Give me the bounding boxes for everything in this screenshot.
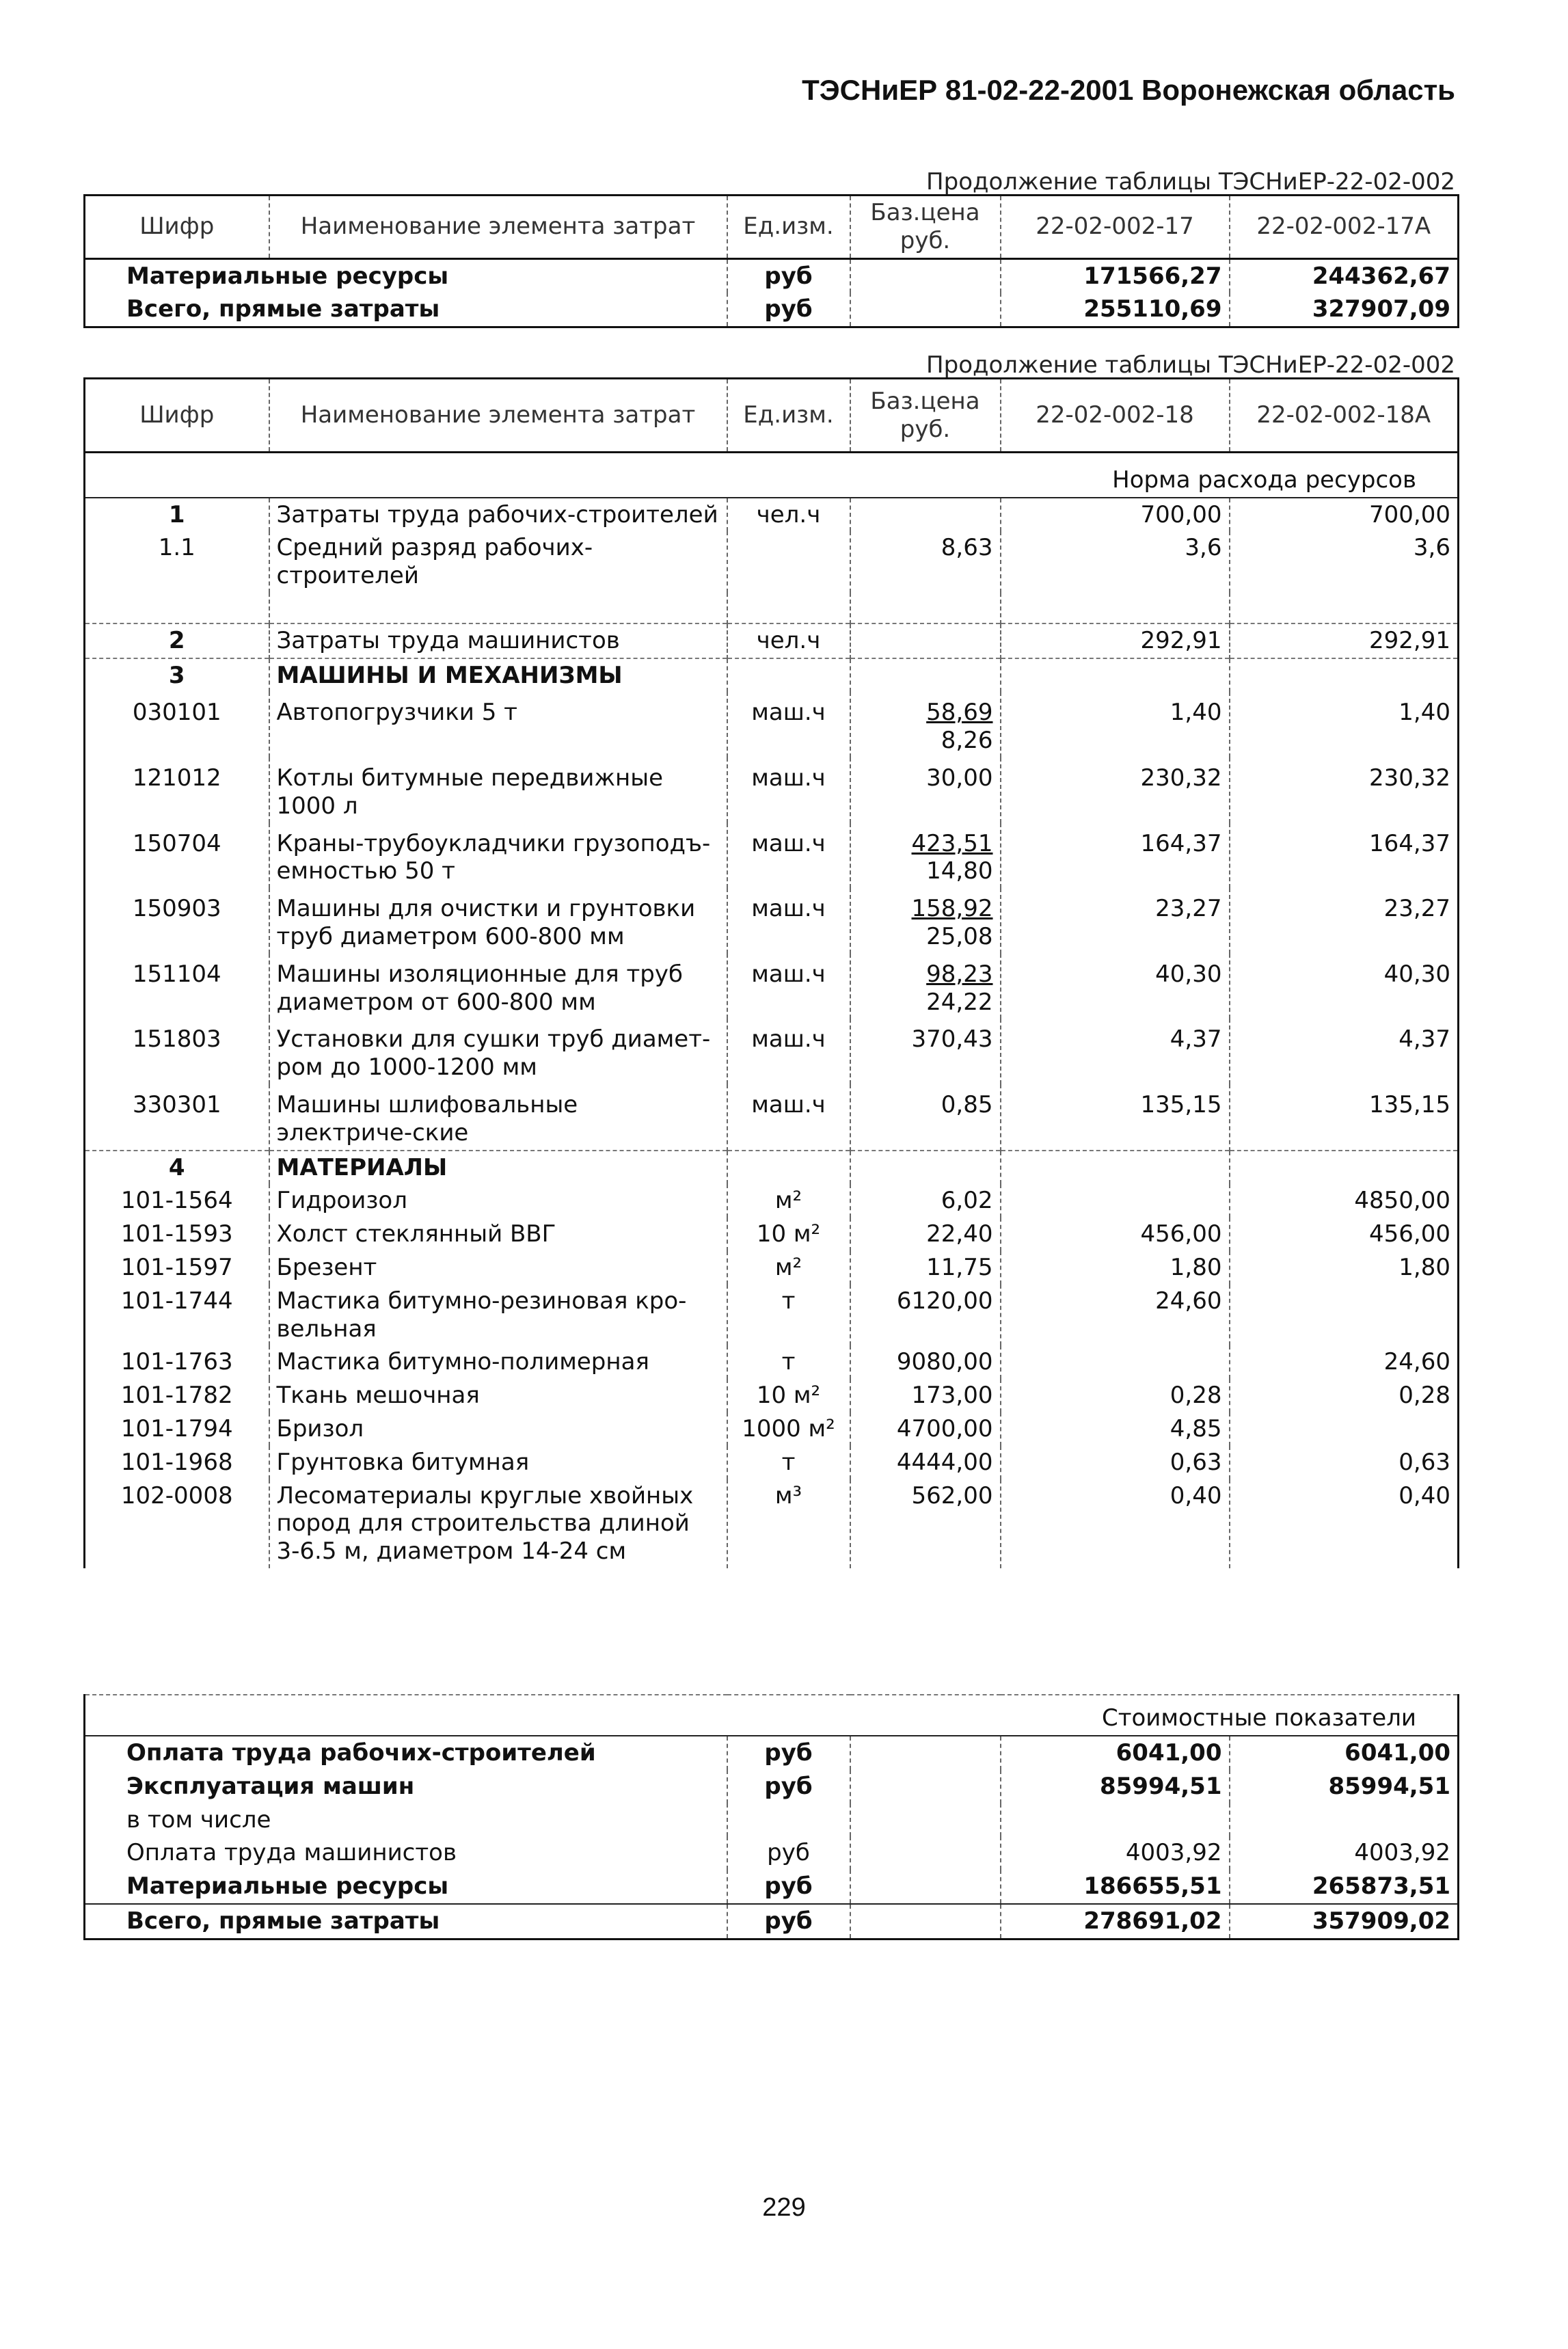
table-row <box>85 1218 1459 1251</box>
row-code: 101-1593 <box>120 1220 233 1248</box>
row-unit: т <box>727 1345 850 1379</box>
row-value-a: 40,30 <box>1001 954 1230 1019</box>
table-row <box>85 531 1459 593</box>
row-value-a: 24,60 <box>1001 1285 1230 1346</box>
row-value-a: 164,37 <box>1001 823 1230 889</box>
row-price: 58,69 8,26 <box>850 692 1001 757</box>
table-row <box>85 1412 1459 1446</box>
table-row <box>85 1345 1459 1379</box>
row-price: 6120,00 <box>850 1285 1001 1346</box>
row-name: Бризол <box>269 1412 727 1446</box>
col-code-header: Шифр <box>85 196 269 259</box>
group-row-machines <box>85 658 1459 693</box>
row-unit: 10 м² <box>727 1218 850 1251</box>
col-b-header: 22-02-002-17А <box>1230 196 1459 259</box>
row-value-b <box>1230 1285 1459 1346</box>
row-value-b: 1,80 <box>1230 1251 1459 1285</box>
row-value-b: 265873,51 <box>1230 1870 1459 1904</box>
row-value-a: 3,6 <box>1001 531 1230 593</box>
row-unit: маш.ч <box>727 888 850 954</box>
row-name: Брезент <box>269 1251 727 1285</box>
row-price: 173,00 <box>850 1379 1001 1412</box>
table-row <box>85 1285 1459 1346</box>
table-row <box>85 1184 1459 1218</box>
row-value-b: 23,27 <box>1230 888 1459 954</box>
row-value-a: 171566,27 <box>1001 258 1230 293</box>
row-name: Лесоматериалы круглые хвойных пород для строительства длиной 3-6.5 м, диаметром 14-24 см <box>269 1479 727 1568</box>
table-row <box>85 757 1459 823</box>
table-row <box>85 1870 1459 1904</box>
row-name: Машины шлифовальные электриче-ские <box>269 1084 727 1151</box>
col-b-header: 22-02-002-18А <box>1230 379 1459 453</box>
col-a-header: 22-02-002-18 <box>1001 379 1230 453</box>
col-price-header: Баз.цена руб. <box>850 196 1001 259</box>
row-name: Затраты труда машинистов <box>269 623 727 658</box>
row-code: 030101 <box>132 699 221 727</box>
row-unit: 1000 м² <box>727 1412 850 1446</box>
row-name: в том числе <box>126 1806 271 1834</box>
group-title: МАТЕРИАЛЫ <box>269 1151 727 1185</box>
table-row <box>85 293 1459 327</box>
group-code: 4 <box>85 1151 269 1185</box>
col-name-header: Наименование элемента затрат <box>269 379 727 453</box>
row-name: Гидроизол <box>269 1184 727 1218</box>
row-price: 22,40 <box>850 1218 1001 1251</box>
row-name: Всего, прямые затраты <box>126 295 440 323</box>
row-unit: маш.ч <box>727 954 850 1019</box>
row-code: 150903 <box>132 895 221 923</box>
row-name: Оплата труда рабочих-строителей <box>126 1739 596 1767</box>
row-value-b <box>1230 1412 1459 1446</box>
row-price: 6,02 <box>850 1184 1001 1218</box>
norm-title-row <box>85 453 1459 498</box>
row-value-a: 1,40 <box>1001 692 1230 757</box>
row-value-b: 244362,67 <box>1230 258 1459 293</box>
table-row <box>85 498 1459 532</box>
table-row <box>85 1446 1459 1479</box>
row-value-a: 85994,51 <box>1001 1770 1230 1803</box>
table-row <box>85 1803 1459 1837</box>
table-row <box>85 1084 1459 1151</box>
row-unit: руб <box>727 258 850 293</box>
row-value-a: 6041,00 <box>1001 1736 1230 1770</box>
row-value-a <box>1001 1184 1230 1218</box>
row-unit: маш.ч <box>727 1019 850 1084</box>
row-name: Материальные ресурсы <box>126 1873 449 1901</box>
row-value-b: 4003,92 <box>1230 1836 1459 1870</box>
row-price: 98,23 24,22 <box>850 954 1001 1019</box>
row-value-a: 456,00 <box>1001 1218 1230 1251</box>
col-a-header: 22-02-002-17 <box>1001 196 1230 259</box>
row-name: Средний разряд рабочих-строителей <box>269 531 727 593</box>
row-value-a: 4,37 <box>1001 1019 1230 1084</box>
row-value-b: 40,30 <box>1230 954 1459 1019</box>
row-value-b: 85994,51 <box>1230 1770 1459 1803</box>
row-name: Оплата труда машинистов <box>126 1839 457 1867</box>
row-price: 11,75 <box>850 1251 1001 1285</box>
col-price-header: Баз.цена руб. <box>850 379 1001 453</box>
row-price: 4444,00 <box>850 1446 1001 1479</box>
row-unit: м² <box>727 1184 850 1218</box>
row-unit: маш.ч <box>727 757 850 823</box>
col-unit-header: Ед.изм. <box>727 379 850 453</box>
row-code: 101-1782 <box>120 1382 233 1410</box>
document-header: ТЭСНиЕР 81-02-22-2001 Воронежская область <box>802 74 1455 106</box>
table-header-row <box>85 196 1459 259</box>
norm-title: Норма расхода ресурсов <box>85 453 1459 498</box>
row-code: 151104 <box>132 960 221 988</box>
row-name: Мастика битумно-резиновая кро-вельная <box>269 1285 727 1346</box>
costs-title-row <box>85 1695 1459 1736</box>
row-value-b: 4,37 <box>1230 1019 1459 1084</box>
row-value-a: 135,15 <box>1001 1084 1230 1151</box>
col-unit-header: Ед.изм. <box>727 196 850 259</box>
row-price: 30,00 <box>850 757 1001 823</box>
row-unit: чел.ч <box>727 498 850 532</box>
row-value-a: 0,40 <box>1001 1479 1230 1568</box>
cost-indicators-table <box>83 1694 1459 1940</box>
row-value-b: 230,32 <box>1230 757 1459 823</box>
row-name: Материальные ресурсы <box>126 262 449 290</box>
table-row <box>85 1770 1459 1803</box>
continuation-caption-2: Продолжение таблицы ТЭСНиЕР-22-02-002 <box>926 351 1455 379</box>
row-value-b: 456,00 <box>1230 1218 1459 1251</box>
row-value-a: 278691,02 <box>1001 1904 1230 1939</box>
row-value-b: 135,15 <box>1230 1084 1459 1151</box>
row-name: Холст стеклянный ВВГ <box>269 1218 727 1251</box>
row-code: 101-1968 <box>120 1448 233 1476</box>
row-value-b: 24,60 <box>1230 1345 1459 1379</box>
row-code: 1 <box>168 500 185 528</box>
row-name: Машины для очистки и грунтовки труб диаметром 600-800 мм <box>269 888 727 954</box>
col-name-header: Наименование элемента затрат <box>269 196 727 259</box>
row-code: 2 <box>85 623 269 658</box>
table-continuation-18 <box>83 377 1459 1568</box>
row-value-b: 6041,00 <box>1230 1736 1459 1770</box>
row-value-b: 292,91 <box>1230 623 1459 658</box>
row-value-a: 255110,69 <box>1001 293 1230 327</box>
row-value-a: 230,32 <box>1001 757 1230 823</box>
row-code: 151803 <box>132 1025 221 1053</box>
row-unit: 10 м² <box>727 1379 850 1412</box>
table-row <box>85 1251 1459 1285</box>
row-name: Всего, прямые затраты <box>126 1907 440 1935</box>
row-name: Затраты труда рабочих-строителей <box>269 498 727 532</box>
row-name: Грунтовка битумная <box>269 1446 727 1479</box>
row-price: 158,92 25,08 <box>850 888 1001 954</box>
row-value-b: 4850,00 <box>1230 1184 1459 1218</box>
row-unit: маш.ч <box>727 692 850 757</box>
row-value-a: 0,63 <box>1001 1446 1230 1479</box>
row-price: 0,85 <box>850 1084 1001 1151</box>
row-name: Эксплуатация машин <box>126 1772 415 1800</box>
row-price: 370,43 <box>850 1019 1001 1084</box>
continuation-caption-1: Продолжение таблицы ТЭСНиЕР-22-02-002 <box>926 168 1455 196</box>
group-row-materials <box>85 1151 1459 1185</box>
row-value-b: 327907,09 <box>1230 293 1459 327</box>
row-value-b: 0,63 <box>1230 1446 1459 1479</box>
row-unit: м² <box>727 1251 850 1285</box>
table-header-row <box>85 379 1459 453</box>
table-continuation-17 <box>83 194 1459 328</box>
row-value-a: 292,91 <box>1001 623 1230 658</box>
row-price: 423,51 14,80 <box>850 823 1001 889</box>
row-name: Краны-трубоукладчики грузоподъ-емностью 50 т <box>269 823 727 889</box>
row-value-b: 0,40 <box>1230 1479 1459 1568</box>
row-value-a: 0,28 <box>1001 1379 1230 1412</box>
row-name: Ткань мешочная <box>269 1379 727 1412</box>
row-unit: руб <box>727 1770 850 1803</box>
row-value-b: 3,6 <box>1230 531 1459 593</box>
table-row <box>85 1019 1459 1084</box>
row-value-a: 186655,51 <box>1001 1870 1230 1904</box>
group-code: 3 <box>85 658 269 693</box>
row-code: 121012 <box>132 764 221 792</box>
row-unit: руб <box>727 1904 850 1939</box>
row-unit: маш.ч <box>727 823 850 889</box>
row-unit: чел.ч <box>727 623 850 658</box>
table-row <box>85 1479 1459 1568</box>
row-value-b: 700,00 <box>1230 498 1459 532</box>
row-code: 101-1794 <box>120 1415 233 1443</box>
row-value-a <box>1001 1345 1230 1379</box>
table-row <box>85 692 1459 757</box>
row-value-a: 4,85 <box>1001 1412 1230 1446</box>
row-price: 562,00 <box>850 1479 1001 1568</box>
table-row <box>85 823 1459 889</box>
row-value-b: 357909,02 <box>1230 1904 1459 1939</box>
table-row <box>85 623 1459 658</box>
row-value-a: 4003,92 <box>1001 1836 1230 1870</box>
row-value-a: 1,80 <box>1001 1251 1230 1285</box>
row-value-b: 1,40 <box>1230 692 1459 757</box>
row-name: Котлы битумные передвижные 1000 л <box>269 757 727 823</box>
row-code: 150704 <box>132 829 221 857</box>
table-row <box>85 1904 1459 1939</box>
table-row <box>85 258 1459 293</box>
row-unit: руб <box>727 1836 850 1870</box>
table-row <box>85 1379 1459 1412</box>
row-code: 1.1 <box>158 534 195 562</box>
page-number: 229 <box>762 2193 806 2222</box>
row-price: 9080,00 <box>850 1345 1001 1379</box>
row-name: Автопогрузчики 5 т <box>269 692 727 757</box>
row-unit: т <box>727 1285 850 1346</box>
row-unit: руб <box>727 1870 850 1904</box>
row-unit: маш.ч <box>727 1084 850 1151</box>
col-code-header: Шифр <box>85 379 269 453</box>
row-name: Машины изоляционные для труб диаметром от 600-800 мм <box>269 954 727 1019</box>
row-unit: руб <box>727 293 850 327</box>
table-row <box>85 954 1459 1019</box>
group-title: МАШИНЫ И МЕХАНИЗМЫ <box>269 658 727 693</box>
row-code: 102-0008 <box>120 1481 233 1509</box>
table-row <box>85 1836 1459 1870</box>
row-value-a: 23,27 <box>1001 888 1230 954</box>
row-price: 4700,00 <box>850 1412 1001 1446</box>
row-unit: руб <box>727 1736 850 1770</box>
row-unit: т <box>727 1446 850 1479</box>
row-value-b: 0,28 <box>1230 1379 1459 1412</box>
row-name: Мастика битумно-полимерная <box>269 1345 727 1379</box>
costs-title: Стоимостные показатели <box>85 1695 1459 1736</box>
row-code: 101-1597 <box>120 1254 233 1282</box>
row-unit: м³ <box>727 1479 850 1568</box>
row-price: 8,63 <box>850 531 1001 593</box>
row-code: 101-1763 <box>120 1348 233 1376</box>
row-code: 101-1564 <box>120 1187 233 1215</box>
row-code: 330301 <box>132 1091 221 1119</box>
row-code: 101-1744 <box>120 1287 233 1315</box>
row-value-b: 164,37 <box>1230 823 1459 889</box>
table-row <box>85 888 1459 954</box>
row-name: Установки для сушки труб диамет-ром до 1000-1200 мм <box>269 1019 727 1084</box>
row-value-a: 700,00 <box>1001 498 1230 532</box>
table-row <box>85 1736 1459 1770</box>
